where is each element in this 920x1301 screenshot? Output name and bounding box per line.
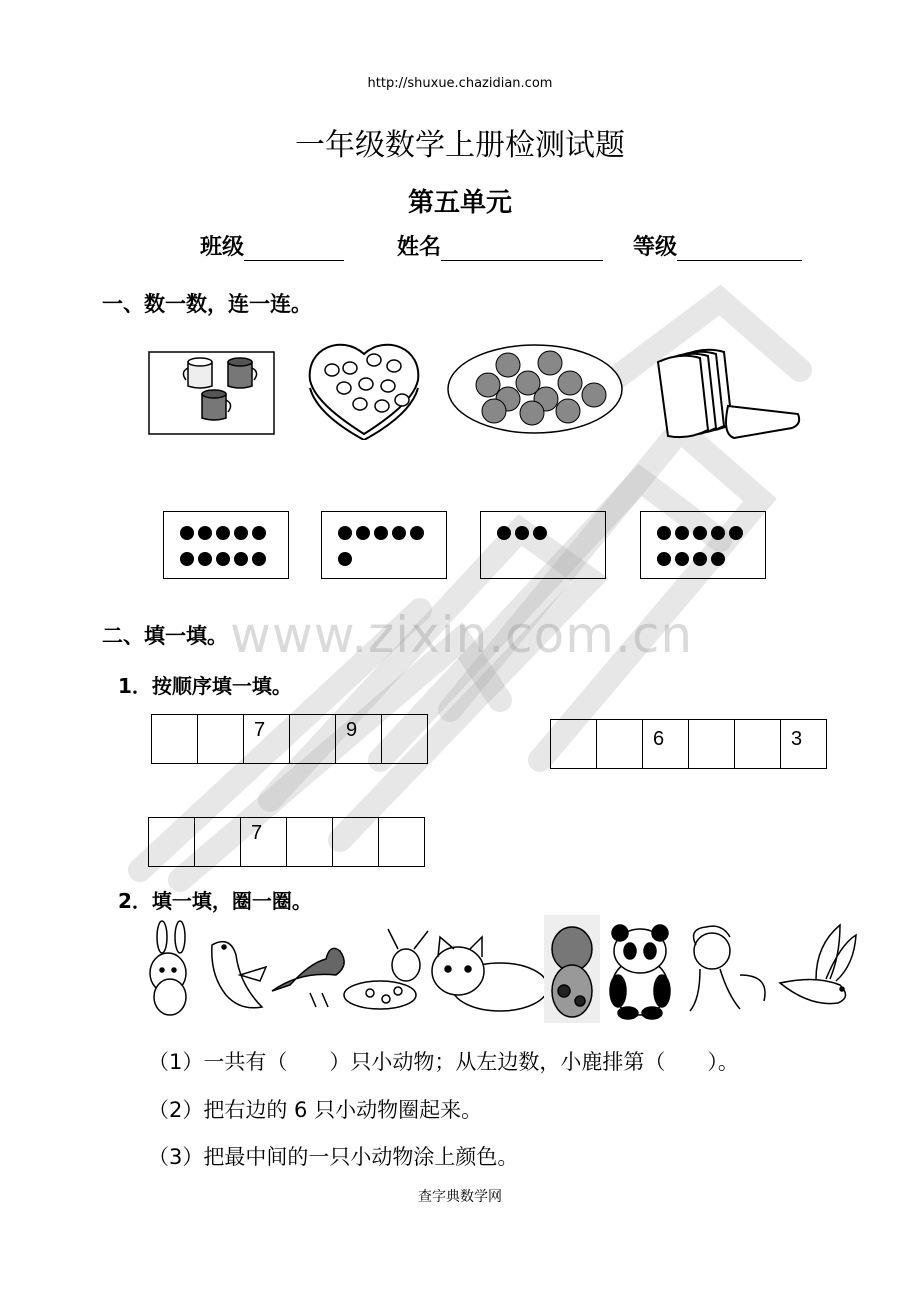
seq-cell[interactable]	[152, 715, 198, 764]
bird-icon	[780, 925, 856, 1004]
class-label: 班级	[200, 235, 245, 260]
seq-cell[interactable]	[290, 715, 336, 764]
sequence-table-c	[148, 817, 425, 867]
dot-row	[497, 526, 547, 540]
animals-row	[140, 915, 860, 1025]
name-label: 姓名	[397, 235, 442, 260]
footer-text: 查字典数学网	[418, 1189, 502, 1205]
dot-row	[338, 526, 424, 540]
seq-cell[interactable]	[333, 818, 379, 867]
seq-cell[interactable]	[287, 818, 333, 867]
dot-row	[338, 552, 352, 566]
seq-cell[interactable]	[689, 720, 735, 769]
rabbit-icon	[150, 921, 186, 1015]
sequence-table-a	[151, 714, 428, 764]
class-blank[interactable]	[244, 236, 344, 261]
sequence-table-b	[550, 719, 827, 769]
seq-cell[interactable]	[382, 715, 428, 764]
q2-item-2: （2）把右边的 6 只小动物圈起来。	[148, 1098, 483, 1122]
dot-box-4[interactable]	[640, 511, 766, 579]
grade-field	[633, 230, 802, 261]
seq-cell: 9	[336, 715, 382, 764]
dot-row	[180, 552, 266, 566]
seq-cell[interactable]	[195, 818, 241, 867]
q2-heading: 2．填一填，圈一圈。	[118, 889, 312, 913]
seal-icon	[212, 942, 266, 1008]
dot-box-1[interactable]	[163, 511, 289, 579]
seq-cell[interactable]	[735, 720, 781, 769]
q1-heading: 1．按顺序填一填。	[118, 674, 292, 698]
dot-box-2[interactable]	[321, 511, 447, 579]
grade-blank[interactable]	[677, 236, 802, 261]
dot-row	[657, 526, 743, 540]
pigeon-icon	[272, 948, 344, 1007]
deer-icon	[344, 929, 428, 1009]
page-subtitle: 第五单元	[407, 188, 512, 218]
q2-item-3: （3）把最中间的一只小动物涂上颜色。	[148, 1145, 519, 1169]
class-field	[200, 230, 344, 261]
oranges-plate-picture[interactable]	[446, 343, 624, 435]
section1-heading: 一、数一数，连一连。	[102, 292, 312, 316]
page-title: 一年级数学上册检测试题	[295, 128, 625, 163]
seq-cell[interactable]	[149, 818, 195, 867]
header-url: http://shuxue.chazidian.com	[367, 76, 553, 91]
seq-cell[interactable]	[597, 720, 643, 769]
section2-heading: 二、填一填。	[102, 624, 228, 648]
name-blank[interactable]	[441, 236, 603, 261]
dog-icon	[544, 915, 600, 1023]
cups-picture[interactable]	[148, 350, 276, 436]
dot-row	[180, 526, 266, 540]
dot-row	[657, 552, 725, 566]
seq-cell[interactable]	[379, 818, 425, 867]
seq-cell[interactable]	[198, 715, 244, 764]
watermark-text: www.zixin.com.cn	[230, 606, 694, 664]
grade-label: 等级	[633, 235, 678, 260]
seq-cell: 7	[244, 715, 290, 764]
panda-icon	[610, 925, 670, 1019]
seq-cell: 7	[241, 818, 287, 867]
monkey-icon	[690, 926, 765, 1011]
q2-item-1: （1）一共有（ ）只小动物；从左边数，小鹿排第（ ）。	[148, 1050, 739, 1074]
dot-box-3[interactable]	[480, 511, 606, 579]
bread-picture[interactable]	[652, 344, 804, 444]
seq-cell: 3	[781, 720, 827, 769]
name-field	[397, 230, 603, 261]
cake-picture[interactable]	[302, 340, 427, 440]
seq-cell[interactable]	[551, 720, 597, 769]
seq-cell: 6	[643, 720, 689, 769]
cat-icon	[432, 937, 548, 1011]
